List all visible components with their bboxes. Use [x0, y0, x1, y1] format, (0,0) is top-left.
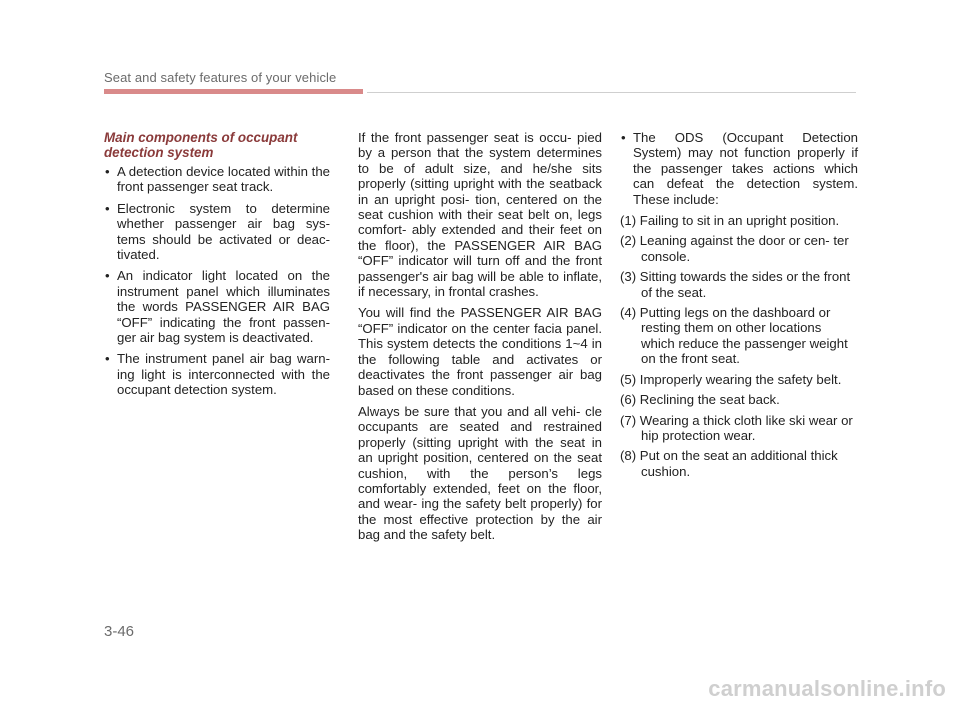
numbered-item: (7) Wearing a thick cloth like ski wear or hip protection wear. — [620, 412, 853, 443]
list-item: • A detection device located within the front passenger seat track. — [105, 164, 330, 195]
numbered-item: (1) Failing to sit in an upright position. — [620, 213, 840, 229]
section-title: Seat and safety features of your vehicle — [104, 70, 337, 85]
subsection-heading: Main components of occupant detection system — [104, 130, 298, 160]
numbered-item: (3) Sitting towards the sides or the front of the seat. — [620, 269, 851, 300]
page-number: 3-46 — [104, 623, 135, 640]
paragraph: If the front passenger seat is occu- pied by a person that the system determines to be of adult size, and he/she sits properly (sitting upright with the seatback in an upright posi- tion, centered on the seat cushion with their seat belt on, legs comfort- ably extended and their feet on the floor), the PASSENGER AIR BAG “OFF” indicator will turn off and the front passenger's air bag will be able to inflate, if necessary, in frontal crashes. — [358, 130, 602, 300]
list-item: • An indicator light located on the instrument panel which illuminates the words PASSENGER AIR BAG “OFF” indicating the front passen- ger air bag system is deactivated. — [105, 268, 330, 346]
header-rule — [367, 92, 856, 93]
list-item: • The instrument panel air bag warn- ing light is interconnected with the occupant detection system. — [105, 351, 330, 398]
watermark: carmanualsonline.info — [708, 676, 946, 701]
column-3 — [620, 130, 858, 484]
header-accent-rule — [104, 89, 363, 94]
list-item: • Electronic system to determine whether passenger air bag sys- tems should be activated or deac- tivated. — [105, 200, 330, 263]
numbered-item: (8) Put on the seat an additional thick cushion. — [620, 448, 838, 479]
numbered-item: (4) Putting legs on the dashboard or resting them on other locations which reduce the passenger weight on the front seat. — [620, 305, 848, 367]
list-item: • The ODS (Occupant Detection System) may not function properly if the passenger takes actions which can defeat the detection system. These include: — [621, 130, 858, 207]
bullet-icon: • — [105, 200, 110, 216]
bullet-icon: • — [105, 268, 110, 284]
column-1 — [104, 130, 330, 404]
bullet-icon: • — [621, 130, 626, 145]
numbered-item: (5) Improperly wearing the safety belt. — [620, 371, 842, 387]
paragraph: Always be sure that you and all vehi- cle occupants are seated and restrained properly (sitting upright with the seat in an upright position, centered on the seat cushion, with the person’s legs comfortably extended, feet on the floor, and wear- ing the safety belt properly) for the most effective protection by the air bag and the safety belt. — [358, 403, 602, 543]
numbered-item: (2) Leaning against the door or cen- ter console. — [620, 233, 849, 264]
paragraph: You will find the PASSENGER AIR BAG “OFF” indicator on the center facia panel. This system detects the conditions 1~4 in the following table and activates or deactivates the front passenger air bag based on these conditions. — [358, 305, 602, 398]
bullet-icon: • — [105, 164, 110, 179]
numbered-item: (6) Reclining the seat back. — [620, 392, 780, 408]
column-2 — [358, 130, 602, 549]
bullet-icon: • — [105, 351, 110, 367]
